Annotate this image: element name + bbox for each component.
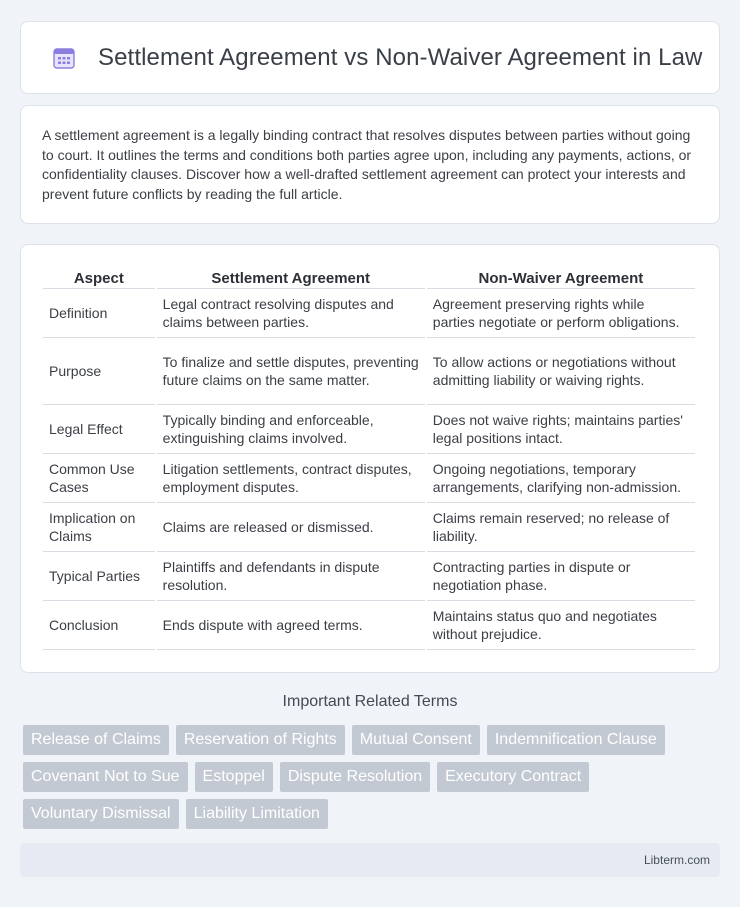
tag-indemnification-clause[interactable]: Indemnification Clause: [487, 725, 665, 755]
cell-settlement: Ends dispute with agreed terms.: [157, 601, 425, 650]
cell-aspect: Legal Effect: [43, 405, 155, 454]
tag-liability-limitation[interactable]: Liability Limitation: [186, 799, 328, 829]
cell-nonwaiver: Claims remain reserved; no release of liability.: [427, 503, 695, 552]
cell-nonwaiver: Contracting parties in dispute or negotiation phase.: [427, 552, 695, 601]
calendar-icon: [52, 46, 76, 70]
table-row: [43, 552, 695, 601]
tag-row: [23, 762, 723, 792]
footer-brand-link[interactable]: Libterm.com: [643, 853, 710, 867]
tag-reservation-of-rights[interactable]: Reservation of Rights: [176, 725, 345, 755]
table-row: [43, 601, 695, 650]
cell-settlement: Claims are released or dismissed.: [157, 503, 425, 552]
table-row: [43, 405, 695, 454]
header-card: [20, 21, 720, 94]
cell-nonwaiver: Does not waive rights; maintains parties' legal positions intact.: [427, 405, 695, 454]
table-row: [43, 503, 695, 552]
cell-settlement: Legal contract resolving disputes and claims between parties.: [157, 289, 425, 338]
cell-nonwaiver: To allow actions or negotiations without admitting liability or waiving rights.: [427, 338, 695, 405]
table-row: [43, 289, 695, 338]
comparison-table: [41, 265, 697, 650]
table-row: [43, 454, 695, 503]
table-header-row: [43, 265, 695, 289]
cell-nonwaiver: Ongoing negotiations, temporary arrangements, clarifying non-admission.: [427, 454, 695, 503]
cell-aspect: Conclusion: [43, 601, 155, 650]
cell-settlement: Litigation settlements, contract disputes, employment disputes.: [157, 454, 425, 503]
related-terms-list: [23, 725, 723, 836]
header-settlement: Settlement Agreement: [157, 265, 425, 289]
tag-dispute-resolution[interactable]: Dispute Resolution: [280, 762, 430, 792]
cell-aspect: Implication on Claims: [43, 503, 155, 552]
cell-aspect: Definition: [43, 289, 155, 338]
tag-row: [23, 725, 723, 755]
comparison-table-card: [20, 244, 720, 673]
tag-executory-contract[interactable]: Executory Contract: [437, 762, 589, 792]
table-row: [43, 338, 695, 405]
intro-card: [20, 105, 720, 224]
footer: [20, 843, 720, 877]
page-title: Settlement Agreement vs Non-Waiver Agreement in Law: [98, 43, 703, 71]
tag-row: [23, 799, 723, 829]
cell-aspect: Purpose: [43, 338, 155, 405]
cell-settlement: Plaintiffs and defendants in dispute resolution.: [157, 552, 425, 601]
cell-nonwaiver: Maintains status quo and negotiates without prejudice.: [427, 601, 695, 650]
cell-aspect: Common Use Cases: [43, 454, 155, 503]
header-nonwaiver: Non-Waiver Agreement: [427, 265, 695, 289]
cell-nonwaiver: Agreement preserving rights while parties negotiate or perform obligations.: [427, 289, 695, 338]
intro-text: A settlement agreement is a legally binding contract that resolves disputes between parties without going to court. It outlines the terms and conditions both parties agree upon, including any payments, actions, or confidentiality clauses. Discover how a well-drafted settlement agreement can protect your interests and prevent future conflicts by reading the full article.: [42, 127, 692, 202]
cell-settlement: Typically binding and enforceable, extinguishing claims involved.: [157, 405, 425, 454]
header-aspect: Aspect: [43, 265, 155, 289]
tag-covenant-not-to-sue[interactable]: Covenant Not to Sue: [23, 762, 188, 792]
cell-aspect: Typical Parties: [43, 552, 155, 601]
tag-mutual-consent[interactable]: Mutual Consent: [352, 725, 480, 755]
tag-estoppel[interactable]: Estoppel: [195, 762, 273, 792]
tag-release-of-claims[interactable]: Release of Claims: [23, 725, 169, 755]
cell-settlement: To finalize and settle disputes, preventing future claims on the same matter.: [157, 338, 425, 405]
related-terms-title: Important Related Terms: [282, 693, 458, 710]
tag-voluntary-dismissal[interactable]: Voluntary Dismissal: [23, 799, 179, 829]
